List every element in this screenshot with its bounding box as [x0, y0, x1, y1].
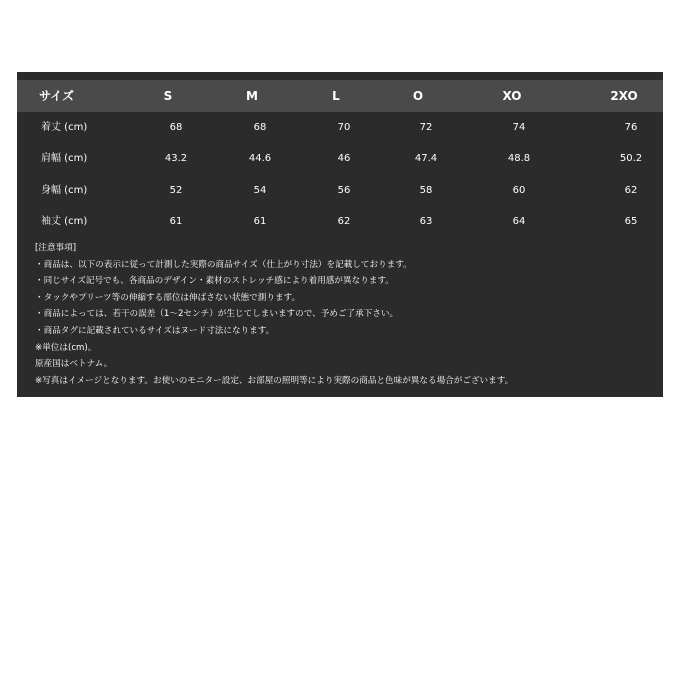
header-size-l: L	[332, 89, 340, 103]
table-cell: 65	[624, 216, 638, 227]
unit-note: ※単位は(cm)。	[35, 342, 97, 353]
table-cell: 61	[253, 216, 267, 227]
table-cell: 61	[169, 216, 183, 227]
table-cell: 68	[169, 122, 183, 133]
size-table-header	[17, 80, 663, 112]
header-size-xo: XO	[502, 89, 522, 103]
table-cell: 52	[169, 185, 183, 196]
table-cell: 46	[337, 153, 351, 164]
table-cell: 70	[337, 122, 351, 133]
table-cell: 44.6	[248, 153, 272, 164]
note-item: ・商品タグに記載されているサイズはヌード寸法になります。	[35, 325, 275, 336]
notes-heading: [注意事項]	[35, 243, 77, 253]
note-item: ・商品は、以下の表示に従って計測した実際の商品サイズ（仕上がり寸法）を記載しております。	[35, 259, 412, 270]
photo-disclaimer: ※写真はイメージとなります。お使いのモニター設定、お部屋の照明等により実際の商品と色味が異なる場合がございます。	[35, 375, 514, 386]
table-cell: 48.8	[507, 153, 531, 164]
table-cell: 60	[512, 185, 526, 196]
table-cell: 72	[419, 122, 433, 133]
origin-note: 原産国はベトナム。	[35, 359, 113, 370]
row-label: 肩幅 (cm)	[41, 153, 88, 164]
table-cell: 43.2	[164, 153, 188, 164]
size-chart-panel	[17, 72, 663, 397]
header-size-s: S	[163, 89, 173, 103]
table-cell: 63	[419, 216, 433, 227]
table-cell: 58	[419, 185, 433, 196]
table-cell: 56	[337, 185, 351, 196]
header-size-label: サイズ	[39, 89, 75, 103]
note-item: ・同じサイズ記号でも、各商品のデザイン・素材のストレッチ感により着用感が異なります。	[35, 276, 394, 287]
header-size-o: O	[412, 89, 424, 103]
table-cell: 47.4	[414, 153, 438, 164]
table-cell: 64	[512, 216, 526, 227]
row-label: 袖丈 (cm)	[41, 216, 88, 227]
table-cell: 50.2	[619, 153, 643, 164]
table-cell: 62	[624, 185, 638, 196]
table-cell: 74	[512, 122, 526, 133]
notes-section	[35, 240, 655, 389]
table-cell: 54	[253, 185, 267, 196]
table-cell: 62	[337, 216, 351, 227]
note-item: ・タックやプリーツ等の伸縮する部位は伸ばさない状態で測ります。	[35, 292, 301, 303]
header-size-m: M	[246, 89, 258, 103]
table-cell: 76	[624, 122, 638, 133]
header-size-2xo: 2XO	[610, 89, 638, 103]
table-cell: 68	[253, 122, 267, 133]
row-label: 身幅 (cm)	[41, 185, 88, 196]
row-label: 着丈 (cm)	[41, 122, 88, 133]
top-strip	[17, 72, 663, 80]
note-item: ・商品によっては、若干の誤差（1〜2センチ）が生じてしまいますので、予めご了承下さい。	[35, 309, 399, 320]
